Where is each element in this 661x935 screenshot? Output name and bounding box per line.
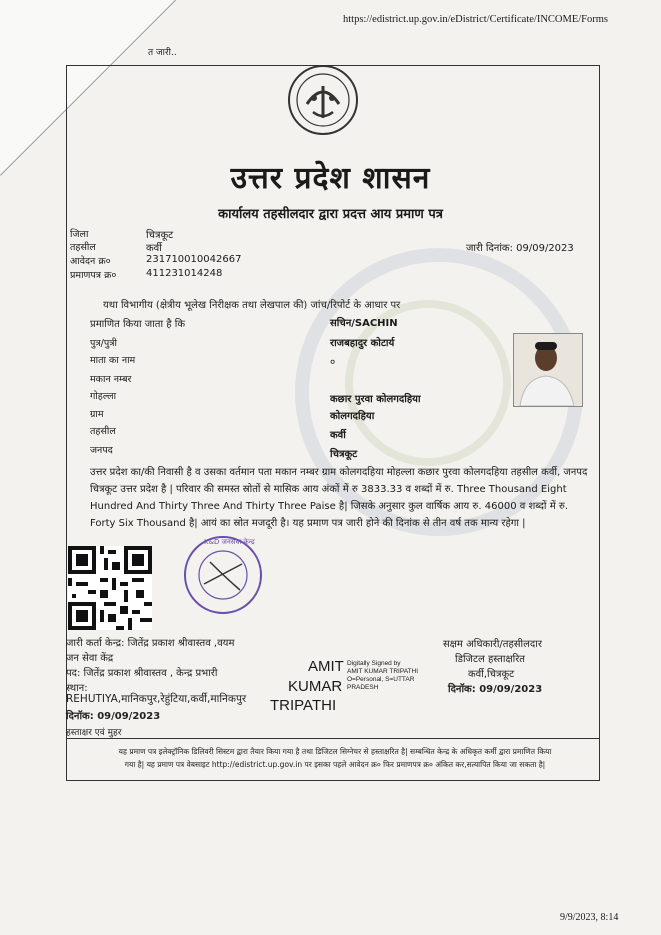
mother-value: राजबहादुर कोटार्य — [330, 338, 395, 349]
issuer-date: दिनॉक: 09/09/2023 — [66, 711, 161, 722]
village-label: ग्राम — [90, 409, 104, 420]
mother-label: माता का नाम — [90, 355, 136, 366]
footer-line-2: गया है| यह प्रमाण पत्र वेबसाइट http://edistrict.up.gov.in पर इसका पहले आवेदन क्र० फिर प्रमाणपत्र क्र० अंकित कर,सत्यापित किया जा सकता है| — [124, 760, 546, 769]
print-timestamp: 9/9/2023, 8:14 — [560, 912, 619, 923]
seal-text: K&D जनसेवा केन्द्र — [204, 538, 255, 546]
tehsil-value: कर्वी — [146, 243, 162, 254]
sig-line-4: PRADESH — [347, 684, 379, 691]
document-title: उत्तर प्रदेश शासन — [230, 161, 431, 196]
authority-date: दिनॉक: 09/09/2023 — [448, 684, 543, 695]
intro-line-1: यथा विभागीय (क्षेत्रीय भूलेख निरीक्षक तथा लेखपाल की) जांच/रिपोर्ट के आधार पर — [103, 300, 401, 311]
sign-label: हस्ताक्षर एवं मुहर — [66, 728, 122, 738]
document-subtitle: कार्यालय तहसीलदार द्वारा प्रदत्त आय प्रमाण पत्र — [218, 207, 443, 222]
header-fragment: त जारी.. — [148, 48, 177, 58]
authority-line-2: डिजिटल हस्ताक्षरित — [455, 654, 525, 665]
tehsil-field-label: तहसील — [90, 426, 116, 437]
certificate-number: 411231014248 — [146, 268, 223, 279]
district-value: चित्रकूट — [146, 230, 174, 241]
mohalla-label: गोहल्ला — [90, 391, 117, 402]
application-label: आवेदन क्र० — [70, 256, 111, 267]
applicant-photo — [513, 333, 583, 407]
qr-code-icon — [68, 546, 152, 630]
intro-line-2: प्रमाणित किया जाता है कि — [90, 319, 186, 330]
issue-date: जारी दिनांक: 09/09/2023 — [466, 243, 574, 254]
up-emblem-icon — [287, 64, 359, 136]
page-url: https://edistrict.up.gov.in/eDistrict/Certificate/INCOME/Forms — [343, 14, 608, 25]
footer-line-1: यह प्रमाण पत्र इलेक्ट्रॉनिक डिलिवरी सिस्टम द्वारा तैयार किया गया है तथा डिजिटल सिग्नेचर से हस्ताक्षरित है| सम्बन्धित केन्द्र के अधिकृत कर्मी द्वारा प्रमाणित किया — [118, 747, 552, 756]
son-value: सचिन/SACHIN — [330, 318, 398, 329]
sig-name-2: KUMAR — [288, 678, 343, 695]
sig-line-1: Digitally Signed by — [347, 660, 401, 667]
village-value: कोलगदहिया — [330, 411, 375, 422]
sig-line-3: O=Personal, S=UTTAR — [347, 676, 415, 683]
footer-note — [70, 745, 600, 771]
authority-line-3: कर्वी,चित्रकूट — [468, 669, 515, 680]
issuer-place: REHUTIYA,मानिकपुर,रेहुंटिया,कर्वी,मानिकपुर — [66, 693, 247, 705]
place-label: स्थान: — [66, 683, 88, 694]
certificate-label: प्रमाणपत्र क्र० — [70, 270, 117, 281]
authority-line-1: सक्षम अधिकारी/तहसीलदार — [443, 639, 542, 650]
house-label: मकान नम्बर — [90, 374, 132, 385]
house-value: ० — [330, 357, 336, 368]
mohalla-value: कछार पुरवा कोलगदहिया — [330, 394, 421, 405]
son-label: पुत्र/पुत्री — [90, 338, 117, 349]
application-number: 231710010042667 — [146, 254, 242, 265]
footer-divider — [66, 738, 599, 739]
tehsil-label: तहसील — [70, 242, 96, 253]
janpad-value: चित्रकूट — [330, 449, 358, 460]
tehsil-field-value: कर्वी — [330, 430, 346, 441]
district-label: जिला — [70, 229, 89, 240]
janpad-label: जनपद — [90, 445, 113, 456]
issuer-center-2: जन सेवा केंद्र — [66, 653, 114, 664]
sig-line-2: AMIT KUMAR TRIPATHI — [347, 668, 419, 675]
issuer-post: पद: जितेंद्र प्रकाश श्रीवास्तव , केन्द्र प्रभारी — [66, 668, 218, 679]
income-paragraph: उत्तर प्रदेश का/की निवासी है व उसका वर्तमान पता मकान नम्बर ग्राम कोलगदहिया मोहल्ला कछार पुरवा कोलगदहिया तहसील कर्वी, जनपद चित्रकूट उत्तर प्रदेश है | परिवार की समस्त स्रोतों से मासिक आय अंकों में रु 3833.33 व शब्दों में रु. Three Thousand Eight Hundred And Thirty Three And Thirty Three Paise है| जिसके अनुसार कुल वार्षिक आय रु. 46000 व शब्दों में रु. Forty Six Thousand है| आयं का स्रोत मजदूरी है। यह प्रमाण पत्र जारी होने की दिनांक से तीन वर्ष तक मान्य रहेगा | — [90, 467, 588, 529]
sig-name-3: TRIPATHI — [270, 697, 337, 714]
issuer-center: जारी कर्ता केन्द्र: जितेंद्र प्रकाश श्रीवास्तव ,वयम — [66, 638, 235, 649]
person-icon — [514, 334, 582, 406]
sig-name-1: AMIT — [308, 658, 344, 675]
